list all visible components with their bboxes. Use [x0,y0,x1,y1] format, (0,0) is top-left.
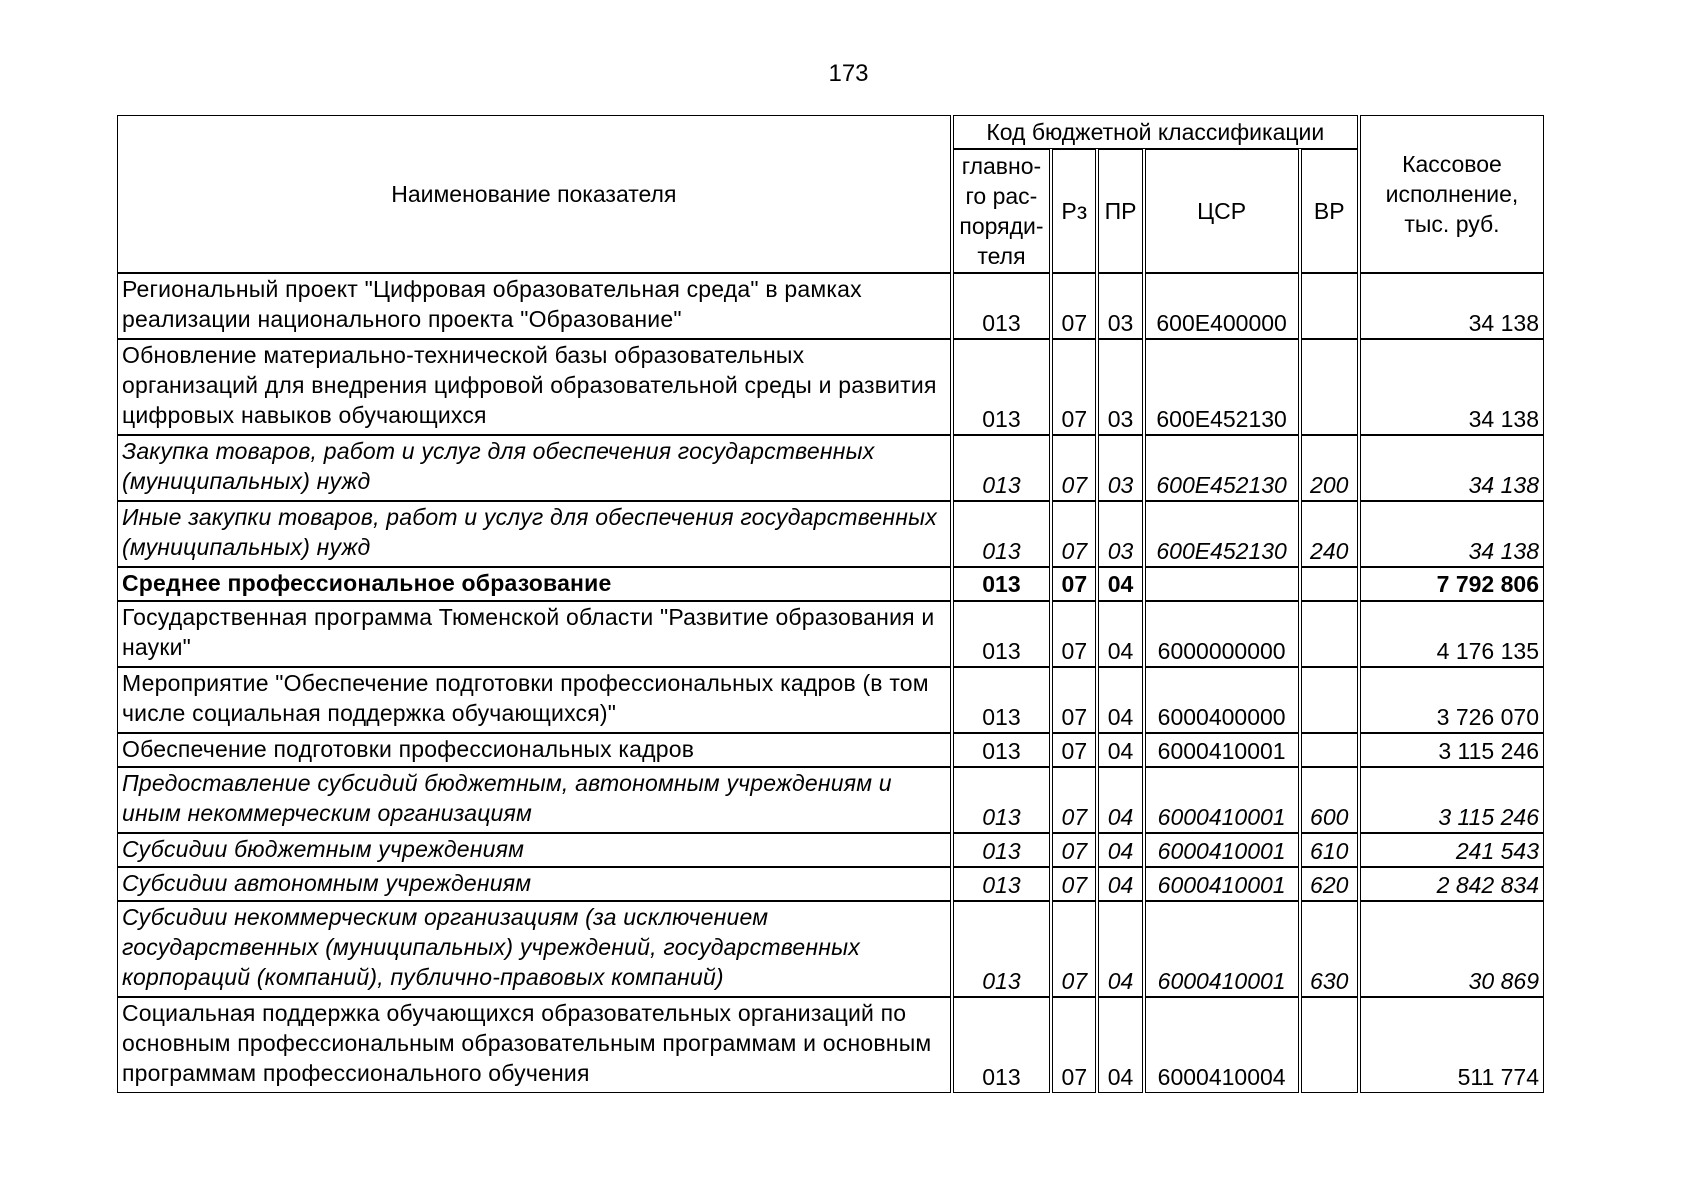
row-amount: 3 115 246 [1360,733,1544,767]
row-pr: 04 [1098,733,1142,767]
row-csr: 6000410004 [1145,997,1299,1093]
row-vr [1301,567,1358,601]
row-rz: 07 [1052,997,1096,1093]
row-pr: 04 [1098,667,1142,733]
row-amount: 7 792 806 [1360,567,1544,601]
row-rz: 07 [1052,867,1096,901]
row-amount: 511 774 [1360,997,1544,1093]
row-name: Обеспечение подготовки профессиональных кадров [117,733,951,767]
row-amount: 3 726 070 [1360,667,1544,733]
header-kbk-group: Код бюджетной классификации [953,115,1358,149]
row-pr: 03 [1098,501,1142,567]
table-row [117,867,1544,901]
row-csr: 600Е452130 [1145,501,1299,567]
row-rz: 07 [1052,733,1096,767]
row-csr: 6000410001 [1145,901,1299,997]
row-pr: 04 [1098,601,1142,667]
row-csr: 6000410001 [1145,733,1299,767]
row-amount: 34 138 [1360,273,1544,339]
row-pr: 03 [1098,435,1142,501]
row-vr [1301,601,1358,667]
row-vr: 600 [1301,767,1358,833]
row-rz: 07 [1052,767,1096,833]
row-glavn: 013 [953,567,1051,601]
table-row [117,997,1544,1093]
row-csr: 600Е452130 [1145,435,1299,501]
row-glavn: 013 [953,339,1051,435]
row-vr [1301,339,1358,435]
header-vr: ВР [1301,149,1358,273]
row-vr: 200 [1301,435,1358,501]
row-rz: 07 [1052,901,1096,997]
row-vr: 620 [1301,867,1358,901]
row-rz: 07 [1052,601,1096,667]
row-pr: 04 [1098,567,1142,601]
row-glavn: 013 [953,601,1051,667]
row-vr [1301,667,1358,733]
row-glavn: 013 [953,833,1051,867]
row-glavn: 013 [953,901,1051,997]
table-row [117,567,1544,601]
row-csr: 600Е400000 [1145,273,1299,339]
row-rz: 07 [1052,667,1096,733]
row-glavn: 013 [953,997,1051,1093]
header-rz: Рз [1052,149,1096,273]
row-glavn: 013 [953,273,1051,339]
row-rz: 07 [1052,339,1096,435]
row-amount: 30 869 [1360,901,1544,997]
table-header [117,115,1544,273]
row-glavn: 013 [953,867,1051,901]
row-rz: 07 [1052,273,1096,339]
header-glavn: главно-го рас-поряди-теля [953,149,1051,273]
table-row [117,901,1544,997]
row-glavn: 013 [953,435,1051,501]
row-rz: 07 [1052,833,1096,867]
row-glavn: 013 [953,733,1051,767]
row-rz: 07 [1052,567,1096,601]
row-pr: 04 [1098,767,1142,833]
table-row [117,273,1544,339]
row-vr: 630 [1301,901,1358,997]
row-name: Государственная программа Тюменской области "Развитие образования и науки" [117,601,951,667]
row-pr: 04 [1098,833,1142,867]
row-vr: 610 [1301,833,1358,867]
row-amount: 3 115 246 [1360,767,1544,833]
row-pr: 04 [1098,867,1142,901]
row-amount: 34 138 [1360,435,1544,501]
row-name: Предоставление субсидий бюджетным, автономным учреждениям и иным некоммерческим организациям [117,767,951,833]
row-name: Субсидии некоммерческим организациям (за исключением государственных (муниципальных) учреждений, государственных корпораций (компаний), публично-правовых компаний) [117,901,951,997]
table-row [117,667,1544,733]
table-row [117,767,1544,833]
header-pr: ПР [1098,149,1142,273]
row-glavn: 013 [953,501,1051,567]
header-name: Наименование показателя [117,115,951,273]
row-name: Субсидии бюджетным учреждениям [117,833,951,867]
row-amount: 241 543 [1360,833,1544,867]
page-number: 173 [828,60,869,87]
row-amount: 34 138 [1360,501,1544,567]
row-name: Обновление материально-технической базы образовательных организаций для внедрения цифровой образовательной среды и развития цифровых навыков обучающихся [117,339,951,435]
row-csr [1145,567,1299,601]
row-csr: 6000410001 [1145,767,1299,833]
row-csr: 6000000000 [1145,601,1299,667]
row-glavn: 013 [953,767,1051,833]
row-vr [1301,273,1358,339]
row-rz: 07 [1052,435,1096,501]
row-pr: 03 [1098,339,1142,435]
row-csr: 600Е452130 [1145,339,1299,435]
row-vr [1301,997,1358,1093]
row-csr: 6000410001 [1145,833,1299,867]
row-amount: 2 842 834 [1360,867,1544,901]
table-row [117,435,1544,501]
row-amount: 34 138 [1360,339,1544,435]
row-name: Среднее профессиональное образование [117,567,951,601]
row-rz: 07 [1052,501,1096,567]
row-name: Региональный проект "Цифровая образовательная среда" в рамках реализации национального проекта "Образование" [117,273,951,339]
table-row [117,339,1544,435]
header-csr: ЦСР [1145,149,1299,273]
table-row [117,833,1544,867]
row-amount: 4 176 135 [1360,601,1544,667]
row-pr: 04 [1098,997,1142,1093]
row-name: Мероприятие "Обеспечение подготовки профессиональных кадров (в том числе социальная поддержка обучающихся)" [117,667,951,733]
table-row [117,501,1544,567]
table-row [117,601,1544,667]
table-row [117,733,1544,767]
budget-table [115,115,1546,1093]
table-body [117,273,1544,1093]
row-pr: 04 [1098,901,1142,997]
header-amount: Кассовое исполнение, тыс. руб. [1360,115,1544,273]
row-name: Субсидии автономным учреждениям [117,867,951,901]
row-name: Иные закупки товаров, работ и услуг для обеспечения государственных (муниципальных) нужд [117,501,951,567]
row-name: Социальная поддержка обучающихся образовательных организаций по основным профессиональным образовательным программам и основным программам профессионального обучения [117,997,951,1093]
row-csr: 6000410001 [1145,867,1299,901]
row-name: Закупка товаров, работ и услуг для обеспечения государственных (муниципальных) нужд [117,435,951,501]
row-pr: 03 [1098,273,1142,339]
row-glavn: 013 [953,667,1051,733]
row-vr: 240 [1301,501,1358,567]
row-vr [1301,733,1358,767]
row-csr: 6000400000 [1145,667,1299,733]
